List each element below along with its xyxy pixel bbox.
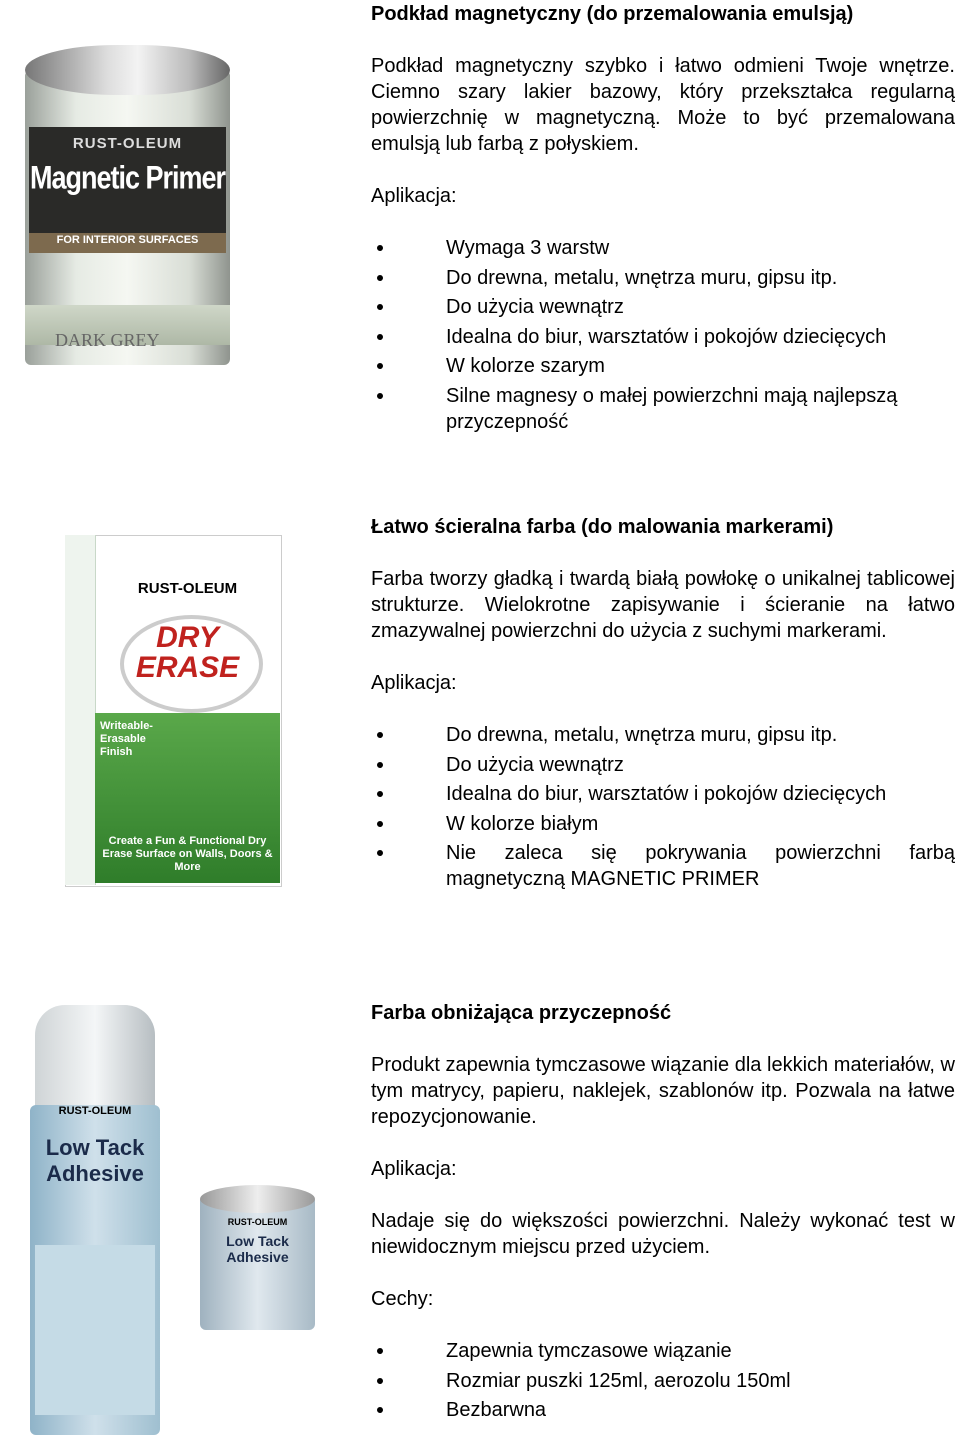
product-title: Farba obniżająca przyczepność — [371, 1002, 672, 1024]
can-color-name: DARK GREY — [55, 330, 160, 350]
list-item: Wymaga 3 warstw — [371, 235, 955, 261]
box-finish-text: Writeable-Erasable Finish — [100, 720, 153, 758]
can-product-name: Magnetic Primer — [29, 159, 226, 196]
product-description: Podkład magnetyczny szybko i łatwo odmieni Twoje wnętrze. Ciemno szary lakier bazowy, który przekształca regularną powierzchnię w magnetyczną. Może to być przemalowana emulsją lub farbą z połyskiem. — [371, 55, 955, 155]
can-brand: RUST-OLEUM — [72, 135, 183, 152]
product-dry-erase — [371, 514, 955, 896]
tin-lid — [200, 1185, 315, 1213]
spray-label-photo — [35, 1245, 155, 1415]
box-caption: Create a Fun & Functional Dry Erase Surface on Walls, Doors & More — [102, 835, 273, 873]
low-tack-adhesive-image — [25, 1005, 325, 1435]
spray-brand: RUST-OLEUM — [58, 1105, 132, 1117]
list-item: Idealna do biur, warsztatów i pokojów dziecięcych — [371, 781, 955, 807]
box-product-name: DRY ERASE — [135, 621, 240, 684]
features-label: Cechy: — [371, 1288, 434, 1310]
spray-cap — [35, 1005, 155, 1115]
list-item: Idealna do biur, warsztatów i pokojów dziecięcych — [371, 324, 955, 350]
list-item: W kolorze białym — [371, 811, 955, 837]
product-description: Produkt zapewnia tymczasowe wiązanie dla lekkich materiałów, w tym matrycy, papieru, naklejek, szablonów itp. Pozwala na łatwe repozycjonowanie. — [371, 1054, 955, 1128]
application-text: Nadaje się do większości powierzchni. Należy wykonać test w niewidocznym miejscu przed użyciem. — [371, 1210, 955, 1258]
list-item: Zapewnia tymczasowe wiązanie — [371, 1338, 955, 1364]
list-item: Do użycia wewnątrz — [371, 752, 955, 778]
box-side — [65, 535, 96, 885]
product-description: Farba tworzy gładką i twardą białą powłokę o unikalnej tablicowej strukturze. Wielokrotne zapisywanie i ścieranie na łatwo zmazywalnej powierzchni do użycia z suchymi markerami. — [371, 568, 955, 642]
list-item: Silne magnesy o małej powierzchni mają najlepszą przyczepność — [371, 383, 955, 435]
bullet-list — [371, 1338, 955, 1423]
magnetic-primer-can-image — [25, 45, 235, 385]
list-item: Do drewna, metalu, wnętrza muru, gipsu itp. — [371, 722, 955, 748]
bullet-list — [371, 722, 955, 892]
product-magnetic-primer — [371, 1, 955, 438]
product-low-tack-adhesive — [371, 1000, 955, 1427]
list-item: Do użycia wewnątrz — [371, 294, 955, 320]
list-item: Bezbarwna — [371, 1397, 955, 1423]
box-brand: RUST-OLEUM — [137, 580, 238, 597]
application-label: Aplikacja: — [371, 185, 457, 207]
product-title: Łatwo ścieralna farba (do malowania markerami) — [371, 516, 834, 538]
tin-brand: RUST-OLEUM — [227, 1217, 288, 1227]
list-item: Rozmiar puszki 125ml, aerozolu 150ml — [371, 1368, 955, 1394]
list-item: Do drewna, metalu, wnętrza muru, gipsu itp. — [371, 265, 955, 291]
application-label: Aplikacja: — [371, 672, 457, 694]
application-label: Aplikacja: — [371, 1158, 457, 1180]
product-title: Podkład magnetyczny (do przemalowania emulsją) — [371, 3, 854, 25]
dry-erase-box-image — [65, 535, 285, 890]
list-item: Nie zaleca się pokrywania powierzchni farbą magnetyczną MAGNETIC PRIMER — [371, 840, 955, 892]
spray-product-name: Low Tack Adhesive — [45, 1135, 145, 1186]
can-lid — [25, 45, 230, 95]
bullet-list — [371, 235, 955, 435]
tin-product-name: Low Tack Adhesive — [226, 1233, 289, 1265]
can-subtitle: FOR INTERIOR SURFACES — [56, 234, 199, 246]
list-item: W kolorze szarym — [371, 353, 955, 379]
